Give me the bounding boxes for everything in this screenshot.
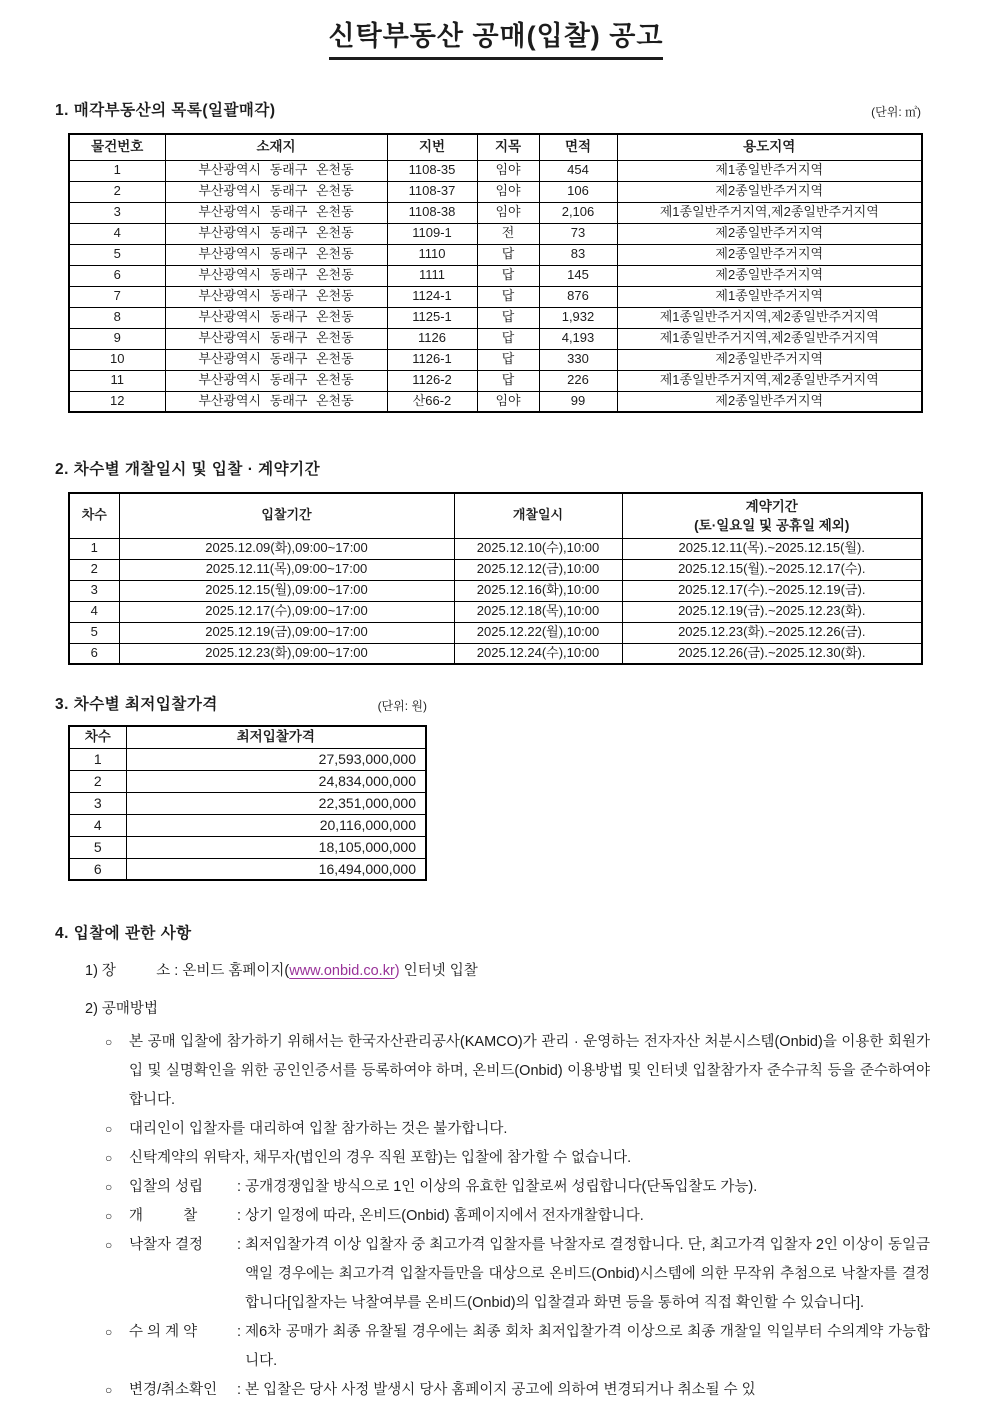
table-cell: 제2종일반주거지역: [617, 244, 922, 265]
table-cell: 6: [69, 265, 165, 286]
table-cell: 1110: [387, 244, 477, 265]
table-cell: 답: [477, 244, 539, 265]
table-cell: 4: [69, 814, 126, 836]
bullet-colon: :: [233, 1179, 246, 1195]
table-cell: 16,494,000,000: [126, 858, 426, 880]
column-header-bid-period: 입찰기간: [119, 493, 454, 538]
table-cell: 제2종일반주거지역: [617, 223, 922, 244]
bullet-item: [105, 1318, 930, 1376]
bullet-item: [105, 1115, 930, 1144]
section-3-heading: 3. 차수별 최저입찰가격: [55, 696, 218, 713]
table-cell: 6: [69, 643, 119, 664]
table-row: [69, 307, 922, 328]
bullet-text: 대리인이 입찰자를 대리하여 입찰 참가하는 것은 불가합니다.: [129, 1121, 508, 1137]
table-cell: 제2종일반주거지역: [617, 181, 922, 202]
bullet-marker-icon: ○: [105, 1383, 113, 1397]
table-cell: 1109-1: [387, 223, 477, 244]
section-2-heading: 2. 차수별 개찰일시 및 입찰 · 계약기간: [55, 461, 321, 478]
table-cell: 3: [69, 792, 126, 814]
table-cell: 임야: [477, 202, 539, 223]
table-row: [69, 160, 922, 181]
table-row: [69, 202, 922, 223]
bid-place-suffix: 인터넷 입찰: [399, 963, 478, 979]
table-cell: 8: [69, 307, 165, 328]
bullet-colon: :: [233, 1324, 246, 1340]
table-cell: 부산광역시 동래구 온천동: [165, 223, 387, 244]
table-cell: 24,834,000,000: [126, 770, 426, 792]
table-cell: 제1종일반주거지역,제2종일반주거지역: [617, 328, 922, 349]
bullet-marker-icon: ○: [105, 1325, 113, 1339]
column-header-zoning: 용도지역: [617, 134, 922, 160]
bullet-text: 상기 일정에 따라, 온비드(Onbid) 홈페이지에서 전자개찰합니다.: [245, 1208, 644, 1224]
table-row: [69, 244, 922, 265]
unit-label-sqm: (단위: ㎡): [871, 105, 921, 119]
bullet-text: 본 공매 입찰에 참가하기 위해서는 한국자산관리공사(KAMCO)가 관리 · 운영하는 전자자산 처분시스템(Onbid)을 이용한 회원가입 및 실명확인을 위한 공인인증서를 등록하여야 하며, 온비드(Onbid) 이용방법 및 인터넷 입찰참가자 준수규칙 등을 준수하여야 합니다.: [129, 1034, 935, 1108]
bullet-text: 제6차 공매가 최종 유찰될 경우에는 최종 회차 최저입찰가격 이상으로 최종 개찰일 익일부터 수의계약 가능합니다.: [245, 1324, 930, 1369]
table-row: [69, 580, 922, 601]
table-cell: 83: [539, 244, 617, 265]
bullet-marker-icon: ○: [105, 1238, 113, 1252]
table-cell: 부산광역시 동래구 온천동: [165, 202, 387, 223]
price-table: [68, 725, 427, 881]
bullet-colon: :: [233, 1237, 246, 1253]
table-row: [69, 223, 922, 244]
table-cell: 1,932: [539, 307, 617, 328]
column-header-min-bid-price: 최저입찰가격: [126, 726, 426, 748]
table-cell: 12: [69, 391, 165, 412]
table-cell: 1111: [387, 265, 477, 286]
table-cell: 73: [539, 223, 617, 244]
table-cell: 제2종일반주거지역: [617, 265, 922, 286]
bid-place-prefix: 온비드 홈페이지(: [182, 963, 290, 979]
table-header-row: [69, 726, 426, 748]
table-cell: 2025.12.15(월).~2025.12.17(수).: [622, 559, 922, 580]
table-cell: 1125-1: [387, 307, 477, 328]
table-cell: 2025.12.22(월),10:00: [454, 622, 622, 643]
table-cell: 5: [69, 244, 165, 265]
table-cell: 제1종일반주거지역,제2종일반주거지역: [617, 370, 922, 391]
bullet-text: 신탁계약의 위탁자, 채무자(법인의 경우 직원 포함)는 입찰에 참가할 수 없습니다.: [129, 1150, 632, 1166]
table-header-row: [69, 134, 922, 160]
table-cell: 330: [539, 349, 617, 370]
column-header-location: 소재지: [165, 134, 387, 160]
table-cell: 10: [69, 349, 165, 370]
table-row: [69, 286, 922, 307]
bid-place-line: [85, 957, 930, 986]
table-cell: 임야: [477, 160, 539, 181]
table-cell: 4: [69, 601, 119, 622]
table-cell: 2025.12.19(금).~2025.12.23(화).: [622, 601, 922, 622]
table-cell: 2025.12.23(화),09:00~17:00: [119, 643, 454, 664]
column-header-lot-number: 지번: [387, 134, 477, 160]
table-cell: 1: [69, 538, 119, 559]
table-cell: 답: [477, 307, 539, 328]
schedule-body: [69, 538, 922, 664]
table-cell: 부산광역시 동래구 온천동: [165, 328, 387, 349]
unit-label-won: (단위: 원): [377, 699, 427, 713]
table-cell: 2025.12.15(월),09:00~17:00: [119, 580, 454, 601]
table-row: [69, 370, 922, 391]
table-cell: 4: [69, 223, 165, 244]
table-cell: 2025.12.12(금),10:00: [454, 559, 622, 580]
table-cell: 4,193: [539, 328, 617, 349]
bullet-text: 공개경쟁입찰 방식으로 1인 이상의 유효한 입찰로써 성립합니다(단독입찰도 가능).: [245, 1179, 758, 1195]
sale-method-label: 2) 공매방법: [85, 1001, 158, 1017]
table-cell: 2: [69, 559, 119, 580]
bullet-item: [105, 1231, 930, 1318]
table-cell: 99: [539, 391, 617, 412]
table-cell: 9: [69, 328, 165, 349]
table-cell: 임야: [477, 391, 539, 412]
table-cell: 2025.12.10(수),10:00: [454, 538, 622, 559]
table-row: [69, 538, 922, 559]
section-1-heading: 1. 매각부동산의 목록(일괄매각): [55, 102, 276, 119]
table-cell: 2: [69, 770, 126, 792]
table-cell: 1: [69, 748, 126, 770]
bullet-item: [105, 1028, 935, 1115]
table-row: [69, 770, 426, 792]
table-cell: 1126-2: [387, 370, 477, 391]
table-header-row: [69, 493, 922, 538]
table-cell: 임야: [477, 181, 539, 202]
table-row: [69, 643, 922, 664]
table-cell: 부산광역시 동래구 온천동: [165, 307, 387, 328]
table-cell: 부산광역시 동래구 온천동: [165, 370, 387, 391]
table-row: [69, 601, 922, 622]
contract-period-line2: (토·일요일 및 공휴일 제외): [694, 517, 850, 533]
table-cell: 1126-1: [387, 349, 477, 370]
table-cell: 2,106: [539, 202, 617, 223]
table-cell: 22,351,000,000: [126, 792, 426, 814]
table-cell: 1124-1: [387, 286, 477, 307]
table-row: [69, 622, 922, 643]
table-cell: 부산광역시 동래구 온천동: [165, 349, 387, 370]
bullet-marker-icon: ○: [105, 1151, 113, 1165]
table-cell: 454: [539, 160, 617, 181]
column-header-round: 차수: [69, 493, 119, 538]
table-cell: 답: [477, 286, 539, 307]
table-cell: 제2종일반주거지역: [617, 349, 922, 370]
table-cell: 106: [539, 181, 617, 202]
table-cell: 부산광역시 동래구 온천동: [165, 265, 387, 286]
table-cell: 제1종일반주거지역,제2종일반주거지역: [617, 202, 922, 223]
table-cell: 2025.12.19(금),09:00~17:00: [119, 622, 454, 643]
bullet-marker-icon: ○: [105, 1035, 113, 1049]
table-cell: 2025.12.11(목).~2025.12.15(월).: [622, 538, 922, 559]
table-row: [69, 836, 426, 858]
table-cell: 145: [539, 265, 617, 286]
table-cell: 5: [69, 622, 119, 643]
table-row: [69, 814, 426, 836]
table-cell: 1108-37: [387, 181, 477, 202]
bullet-item: [105, 1376, 930, 1405]
table-cell: 2025.12.17(수),09:00~17:00: [119, 601, 454, 622]
table-cell: 27,593,000,000: [126, 748, 426, 770]
table-cell: 1126: [387, 328, 477, 349]
bullet-item: [105, 1144, 930, 1173]
bullet-label: 변경/취소확인: [129, 1382, 218, 1398]
table-cell: 1: [69, 160, 165, 181]
column-header-area: 면적: [539, 134, 617, 160]
bullet-label: 입찰의 성립: [129, 1179, 204, 1195]
table-cell: 11: [69, 370, 165, 391]
column-header-round: 차수: [69, 726, 126, 748]
bullet-text: 본 입찰은 당사 사정 발생시 당사 홈페이지 공고에 의하여 변경되거나 취소될 수 있: [245, 1382, 756, 1398]
table-cell: 2025.12.11(목),09:00~17:00: [119, 559, 454, 580]
table-cell: 2025.12.26(금).~2025.12.30(화).: [622, 643, 922, 664]
table-cell: 제1종일반주거지역: [617, 286, 922, 307]
bullet-text: 최저입찰가격 이상 입찰자 중 최고가격 입찰자를 낙찰자로 결정합니다. 단, 최고가격 입찰자 2인 이상이 동일금액일 경우에는 최고가격 입찰자들만을 대상으로 온비드(Onbid)시스템에 의한 무작위 추첨으로 낙찰자를 결정합니다[입찰자는 낙찰여부를 온비드(Onbid)의 입찰결과 화면 등을 통하여 직접 확인할 수 있습니다].: [245, 1237, 931, 1311]
table-cell: 2025.12.09(화),09:00~17:00: [119, 538, 454, 559]
bullet-label: 개 찰: [129, 1208, 198, 1224]
table-cell: 2025.12.18(목),10:00: [454, 601, 622, 622]
table-row: [69, 181, 922, 202]
table-cell: 부산광역시 동래구 온천동: [165, 244, 387, 265]
bullet-item: [105, 1173, 930, 1202]
table-row: [69, 391, 922, 412]
table-row: [69, 328, 922, 349]
table-row: [69, 559, 922, 580]
page-title: 신탁부동산 공매(입찰) 공고: [329, 14, 664, 60]
table-cell: 제2종일반주거지역: [617, 391, 922, 412]
table-cell: 전: [477, 223, 539, 244]
table-cell: 부산광역시 동래구 온천동: [165, 181, 387, 202]
table-row: [69, 265, 922, 286]
table-cell: 부산광역시 동래구 온천동: [165, 286, 387, 307]
table-cell: 답: [477, 328, 539, 349]
table-cell: 부산광역시 동래구 온천동: [165, 160, 387, 181]
table-cell: 답: [477, 349, 539, 370]
table-cell: 답: [477, 370, 539, 391]
sale-method-bullet-list: [55, 1028, 935, 1405]
contract-period-line1: 계약기간: [745, 498, 798, 514]
table-cell: 부산광역시 동래구 온천동: [165, 391, 387, 412]
property-list-body: [69, 160, 922, 412]
table-cell: 2025.12.17(수).~2025.12.19(금).: [622, 580, 922, 601]
section-4-heading: 4. 입찰에 관한 사항: [55, 925, 192, 942]
table-cell: 제1종일반주거지역,제2종일반주거지역: [617, 307, 922, 328]
table-cell: 1108-38: [387, 202, 477, 223]
table-cell: 6: [69, 858, 126, 880]
table-cell: 2: [69, 181, 165, 202]
bullet-marker-icon: ○: [105, 1180, 113, 1194]
column-header-contract-period: [622, 493, 922, 538]
bullet-label: 낙찰자 결정: [129, 1237, 204, 1253]
price-body: [69, 748, 426, 880]
table-cell: 7: [69, 286, 165, 307]
property-list-table: [68, 133, 923, 413]
table-cell: 20,116,000,000: [126, 814, 426, 836]
table-row: [69, 792, 426, 814]
table-row: [69, 349, 922, 370]
column-header-item-no: 물건번호: [69, 134, 165, 160]
table-cell: 산66-2: [387, 391, 477, 412]
table-cell: 제1종일반주거지역: [617, 160, 922, 181]
bullet-colon: :: [233, 1382, 246, 1398]
column-header-opening-datetime: 개찰일시: [454, 493, 622, 538]
schedule-table: [68, 492, 923, 665]
table-cell: 답: [477, 265, 539, 286]
table-cell: 1108-35: [387, 160, 477, 181]
table-cell: 3: [69, 202, 165, 223]
column-header-land-category: 지목: [477, 134, 539, 160]
table-cell: 876: [539, 286, 617, 307]
table-row: [69, 748, 426, 770]
bullet-marker-icon: ○: [105, 1122, 113, 1136]
table-cell: 2025.12.23(화).~2025.12.26(금).: [622, 622, 922, 643]
table-cell: 3: [69, 580, 119, 601]
bullet-item: [105, 1202, 930, 1231]
bullet-colon: :: [233, 1208, 246, 1224]
table-cell: 2025.12.24(수),10:00: [454, 643, 622, 664]
table-cell: 5: [69, 836, 126, 858]
onbid-url-link[interactable]: www.onbid.co.kr): [289, 963, 400, 979]
table-row: [69, 858, 426, 880]
table-cell: 2025.12.16(화),10:00: [454, 580, 622, 601]
bullet-marker-icon: ○: [105, 1209, 113, 1223]
table-cell: 18,105,000,000: [126, 836, 426, 858]
bullet-label: 수 의 계 약: [129, 1324, 198, 1340]
table-cell: 226: [539, 370, 617, 391]
bid-place-label: 1) 장 소 :: [85, 963, 183, 979]
